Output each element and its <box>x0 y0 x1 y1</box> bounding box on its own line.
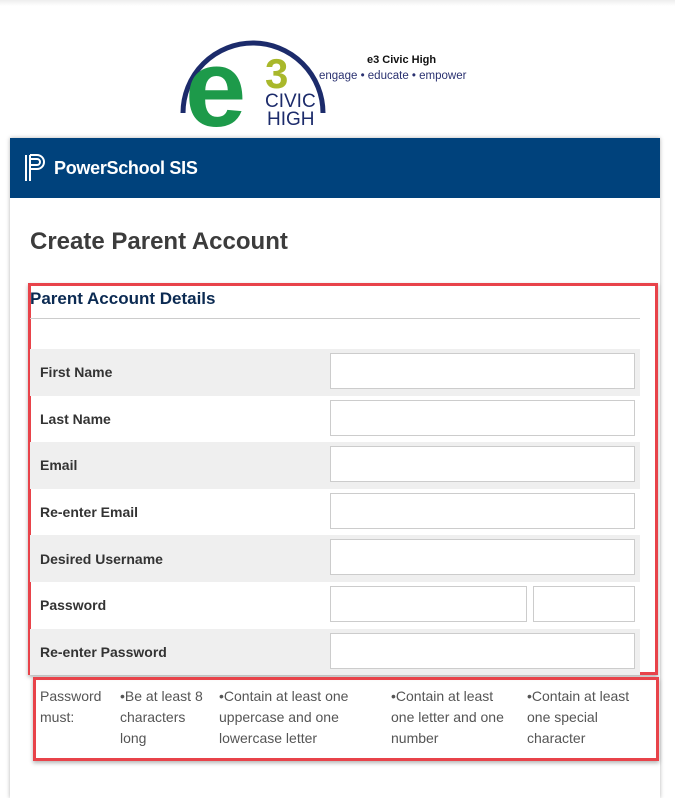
powerschool-header <box>10 138 660 198</box>
password-rule: •Contain at least one letter and one number <box>391 688 504 746</box>
email-input[interactable] <box>330 446 635 482</box>
section-title: Parent Account Details <box>30 289 216 308</box>
page-title: Create Parent Account <box>30 228 288 255</box>
divider <box>30 318 640 319</box>
field-label: Last Name <box>40 410 111 427</box>
form-row-password <box>30 582 640 629</box>
form-row-reenter-password <box>30 629 640 676</box>
form-row-last-name <box>30 396 640 443</box>
school-tagline: engage • educate • empower <box>319 70 467 82</box>
app-title: PowerSchool SIS <box>54 157 198 178</box>
reenter-email-input[interactable] <box>330 493 635 529</box>
password-input[interactable] <box>330 586 527 622</box>
field-label: First Name <box>40 364 113 381</box>
svg-text:e: e <box>185 28 247 128</box>
field-label: Re-enter Email <box>40 504 139 521</box>
school-name: e3 Civic High <box>367 54 437 66</box>
password-rule: •Contain at least one special character <box>527 688 630 746</box>
form-row-email <box>30 442 640 489</box>
password-strength-box <box>533 586 635 622</box>
svg-text:CIVIC: CIVIC <box>265 91 316 112</box>
reenter-password-input[interactable] <box>330 633 635 669</box>
field-label: Email <box>40 457 78 474</box>
form-row-first-name <box>30 349 640 396</box>
first-name-input[interactable] <box>330 353 635 389</box>
top-strip <box>0 0 675 6</box>
field-label: Password <box>40 597 107 614</box>
last-name-input[interactable] <box>330 400 635 436</box>
password-rule: •Contain at least one uppercase and one lowercase letter <box>219 688 349 746</box>
create-account-card <box>10 138 660 798</box>
username-input[interactable] <box>330 539 635 575</box>
svg-text:HIGH: HIGH <box>267 109 315 128</box>
field-label: Re-enter Password <box>40 643 167 660</box>
field-label: Desired Username <box>40 550 163 567</box>
form-row-username <box>30 535 640 582</box>
password-rule: •Be at least 8 characters long <box>120 688 203 746</box>
svg-text:3: 3 <box>265 50 289 97</box>
form-row-reenter-email <box>30 489 640 536</box>
form-fields <box>30 349 640 675</box>
powerschool-logo-icon <box>24 153 46 183</box>
password-rules-intro: Password must: <box>40 688 102 725</box>
